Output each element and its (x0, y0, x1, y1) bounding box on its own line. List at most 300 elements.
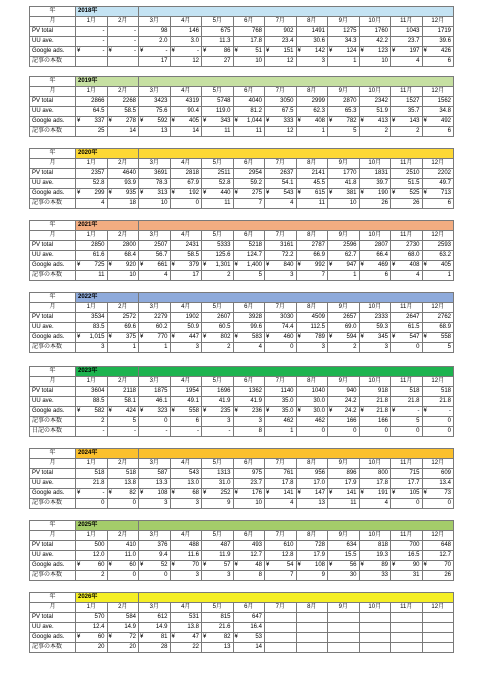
metric-label: Google ads. (30, 47, 76, 57)
month-header-cell: 9月 (328, 459, 360, 469)
value-cell (170, 499, 202, 509)
cell-value: 146 (189, 28, 200, 34)
cell-value: 570 (94, 614, 105, 620)
value-cell (170, 551, 202, 561)
value-cell (328, 633, 360, 643)
cell-value: 13.8 (187, 624, 200, 630)
value-cell (233, 387, 265, 397)
month-header-cell: 1月 (76, 603, 108, 613)
cell-value: 14 (255, 644, 263, 650)
cell-value: 920 (126, 262, 137, 268)
month-header-cell: 11月 (391, 303, 423, 313)
yen-symbol: ¥ (203, 334, 207, 340)
cell-value: 1527 (406, 98, 420, 104)
cell-value: 2596 (343, 242, 357, 248)
value-cell (76, 127, 108, 137)
cell-value: 0 (321, 428, 326, 434)
cell-value: 54 (286, 562, 294, 568)
yen-symbol: ¥ (108, 262, 112, 268)
month-header-cell: 7月 (265, 303, 297, 313)
value-cell (422, 613, 454, 623)
cell-value: 3 (290, 272, 294, 278)
month-header-cell: 8月 (296, 303, 328, 313)
value-cell (328, 313, 360, 323)
cell-value: 125.6 (215, 252, 231, 258)
month-header-cell: 4月 (170, 603, 202, 613)
month-header-cell: 10月 (359, 531, 391, 541)
month-header-cell: 9月 (328, 603, 360, 613)
yen-symbol: ¥ (392, 408, 396, 414)
metric-label: Google ads. (30, 117, 76, 127)
cell-value: 896 (346, 470, 357, 476)
cell-value: 24.2 (344, 398, 357, 404)
value-cell (76, 199, 108, 209)
value-cell (170, 27, 202, 37)
value-cell (359, 323, 391, 333)
cell-value: 2 (227, 272, 231, 278)
cell-value: 587 (157, 470, 168, 476)
month-header-cell: 3月 (139, 603, 171, 613)
cell-value: 12.4 (92, 624, 105, 630)
yen-symbol: ¥ (203, 634, 207, 640)
cell-value: 3 (227, 572, 231, 578)
year-title: 2026年 (76, 593, 139, 603)
value-cell (391, 469, 423, 479)
value-cell (422, 27, 454, 37)
yen-symbol: ¥ (423, 334, 427, 340)
value-cell (107, 427, 139, 437)
month-header-row (30, 231, 454, 241)
value-cell (265, 479, 297, 489)
value-cell (170, 37, 202, 47)
cell-value: 410 (126, 542, 137, 548)
value-cell (422, 271, 454, 281)
cell-value: 4 (384, 500, 389, 506)
month-header-cell: 9月 (328, 377, 360, 387)
month-header-cell: 12月 (422, 303, 454, 313)
value-cell (202, 189, 234, 199)
value-cell (170, 541, 202, 551)
cell-value: 46.1 (155, 398, 168, 404)
cell-value: 4 (416, 272, 420, 278)
cell-value: 2762 (437, 314, 452, 320)
value-cell (296, 479, 328, 489)
yen-symbol: ¥ (329, 408, 333, 414)
value-cell (359, 97, 391, 107)
value-cell (359, 107, 391, 117)
value-cell (359, 241, 391, 251)
cell-value: 6 (195, 418, 200, 424)
value-cell (265, 37, 297, 47)
cell-value: 2 (101, 572, 105, 578)
cell-value: 4 (164, 272, 168, 278)
cell-value: 500 (94, 542, 105, 548)
value-cell (170, 169, 202, 179)
cell-value: 462 (315, 418, 326, 424)
cell-value: 151 (283, 48, 294, 54)
value-cell (265, 469, 297, 479)
cell-value: 543 (189, 470, 200, 476)
cell-value: 408 (315, 118, 326, 124)
cell-value: 14 (129, 128, 137, 134)
value-cell (202, 107, 234, 117)
value-cell (139, 417, 171, 427)
cell-value: 3050 (280, 98, 294, 104)
cell-value: 381 (346, 190, 357, 196)
value-cell (328, 189, 360, 199)
yen-symbol: ¥ (140, 408, 144, 414)
month-header-cell: 8月 (296, 459, 328, 469)
value-cell (139, 169, 171, 179)
cell-value: 3 (227, 418, 231, 424)
value-cell (76, 251, 108, 261)
metric-row (30, 541, 454, 551)
cell-value: 30.0 (313, 398, 326, 404)
yen-symbol: ¥ (140, 562, 144, 568)
value-cell (107, 407, 139, 417)
cell-value: 275 (252, 190, 263, 196)
value-cell (139, 189, 171, 199)
value-cell (391, 179, 423, 189)
value-cell (170, 97, 202, 107)
cell-value: 24.2 (344, 408, 357, 414)
year-table (29, 592, 454, 653)
cell-value: 12 (286, 128, 294, 134)
value-cell (422, 117, 454, 127)
cell-value: 2818 (185, 170, 200, 176)
month-header-cell: 8月 (296, 231, 328, 241)
month-header-cell: 4月 (170, 303, 202, 313)
cell-value: 5 (353, 128, 357, 134)
value-cell (139, 47, 171, 57)
month-header-cell: 10月 (359, 377, 391, 387)
metric-label: PV total (30, 613, 76, 623)
value-cell (139, 397, 171, 407)
cell-value: 60.5 (218, 324, 231, 330)
value-cell (76, 189, 108, 199)
cell-value: 4319 (185, 98, 200, 104)
month-header-cell: 11月 (391, 459, 423, 469)
cell-value: - (165, 428, 168, 434)
month-header-cell: 10月 (359, 17, 391, 27)
cell-value: 60 (97, 634, 105, 640)
value-cell (422, 417, 454, 427)
value-cell (139, 251, 171, 261)
cell-value: 299 (94, 190, 105, 196)
value-cell (359, 261, 391, 271)
metric-row (30, 127, 454, 137)
value-cell (391, 499, 423, 509)
year-label-cell: 年 (30, 221, 76, 231)
value-cell (202, 333, 234, 343)
yen-symbol: ¥ (108, 634, 112, 640)
value-cell (233, 343, 265, 353)
cell-value: 4 (290, 500, 294, 506)
year-header-row (30, 7, 454, 17)
cell-value: 30.0 (313, 408, 326, 414)
cell-value: 992 (315, 262, 326, 268)
value-cell (265, 47, 297, 57)
cell-value: 313 (157, 190, 168, 196)
metric-label: UU ave. (30, 251, 76, 261)
value-cell (170, 251, 202, 261)
cell-value: 2268 (122, 98, 137, 104)
cell-value: 2850 (91, 242, 105, 248)
value-cell (422, 37, 454, 47)
value-cell (265, 427, 297, 437)
value-cell (265, 57, 297, 67)
value-cell (170, 313, 202, 323)
value-cell (107, 323, 139, 333)
metric-row (30, 479, 454, 489)
cell-value: 19.3 (376, 552, 389, 558)
value-cell (296, 397, 328, 407)
cell-value: 89 (381, 562, 389, 568)
year-block (29, 292, 453, 353)
month-header-cell: 2月 (107, 531, 139, 541)
cell-value: 2 (416, 128, 420, 134)
value-cell (422, 397, 454, 407)
cell-value: 39.6 (439, 38, 452, 44)
value-cell (265, 323, 297, 333)
cell-value: 2787 (311, 242, 326, 248)
value-cell (233, 561, 265, 571)
cell-value: 0 (384, 428, 389, 434)
cell-value: 62.7 (344, 252, 357, 258)
metric-row (30, 47, 454, 57)
year-title: 2018年 (76, 7, 139, 17)
cell-value: 11.3 (219, 38, 231, 44)
cell-value: 469 (378, 262, 389, 268)
value-cell (359, 27, 391, 37)
value-cell (76, 47, 108, 57)
cell-value: 0 (195, 200, 200, 206)
cell-value: 7 (258, 200, 263, 206)
cell-value: 86 (223, 48, 231, 54)
month-header-cell: 8月 (296, 377, 328, 387)
value-cell (359, 387, 391, 397)
value-cell (391, 561, 423, 571)
year-table (29, 6, 454, 67)
value-cell (296, 343, 328, 353)
value-cell (233, 27, 265, 37)
month-header-cell: 12月 (422, 17, 454, 27)
cell-value: 17.9 (313, 552, 326, 558)
value-cell (359, 551, 391, 561)
cell-value: 14.9 (155, 624, 168, 630)
cell-value: 818 (378, 542, 389, 548)
cell-value: 647 (252, 614, 263, 620)
value-cell (359, 251, 391, 261)
value-cell (265, 541, 297, 551)
value-cell (265, 343, 297, 353)
value-cell (296, 179, 328, 189)
value-cell (107, 643, 139, 653)
cell-value: 54.1 (281, 180, 294, 186)
value-cell (391, 397, 423, 407)
cell-value: 488 (189, 542, 200, 548)
cell-value: 615 (315, 190, 326, 196)
cell-value: 75.6 (155, 108, 168, 114)
value-cell (359, 189, 391, 199)
value-cell (296, 107, 328, 117)
month-header-cell: 11月 (391, 531, 423, 541)
value-cell (359, 57, 391, 67)
cell-value: 58.5 (187, 252, 200, 258)
cell-value: 166 (346, 418, 357, 424)
month-header-cell: 10月 (359, 303, 391, 313)
value-cell (265, 407, 297, 417)
cell-value: 11.9 (219, 552, 231, 558)
value-cell (391, 107, 423, 117)
yen-symbol: ¥ (203, 118, 207, 124)
metric-label: UU ave. (30, 37, 76, 47)
metric-label: PV total (30, 541, 76, 551)
value-cell (107, 571, 139, 581)
cell-value: 16.4 (250, 624, 263, 630)
value-cell (202, 541, 234, 551)
cell-value: 3 (164, 500, 168, 506)
yen-symbol: ¥ (171, 634, 175, 640)
month-header-cell: 10月 (359, 231, 391, 241)
yen-symbol: ¥ (360, 562, 364, 568)
value-cell (170, 189, 202, 199)
metric-label: 日記の本数 (30, 427, 76, 437)
value-cell (107, 261, 139, 271)
value-cell (391, 117, 423, 127)
month-header-cell: 1月 (76, 531, 108, 541)
cell-value: 345 (378, 334, 389, 340)
yen-symbol: ¥ (140, 262, 144, 268)
cell-value: 1491 (311, 28, 326, 34)
value-cell (233, 37, 265, 47)
yen-symbol: ¥ (203, 262, 207, 268)
value-cell (107, 613, 139, 623)
month-header-cell: 8月 (296, 17, 328, 27)
cell-value: 333 (283, 118, 294, 124)
yen-symbol: ¥ (203, 190, 207, 196)
value-cell (76, 633, 108, 643)
value-cell (233, 107, 265, 117)
cell-value: 31.0 (218, 480, 231, 486)
yen-symbol: ¥ (108, 190, 112, 196)
cell-value: 2 (101, 418, 105, 424)
yen-symbol: ¥ (234, 262, 238, 268)
cell-value: 5 (132, 418, 137, 424)
cell-value: 2118 (123, 388, 137, 394)
value-cell (296, 571, 328, 581)
value-cell (139, 623, 171, 633)
value-cell (76, 333, 108, 343)
month-header-cell: 12月 (422, 459, 454, 469)
cell-value: 65.3 (344, 108, 357, 114)
value-cell (233, 241, 265, 251)
value-cell (359, 407, 391, 417)
metric-label: Google ads. (30, 189, 76, 199)
month-header-cell: 3月 (139, 87, 171, 97)
value-cell (391, 343, 423, 353)
cell-value: 16.5 (407, 552, 420, 558)
cell-value: 11 (224, 128, 231, 134)
value-cell (328, 427, 360, 437)
value-cell (422, 47, 454, 57)
cell-value: 592 (157, 118, 168, 124)
metric-row (30, 387, 454, 397)
cell-value: 49.7 (439, 180, 452, 186)
value-cell (391, 323, 423, 333)
value-cell (265, 623, 297, 633)
value-cell (202, 37, 234, 47)
yen-symbol: ¥ (234, 634, 238, 640)
year-title: 2020年 (76, 149, 139, 159)
yen-symbol: ¥ (392, 262, 396, 268)
year-block (29, 520, 453, 581)
cell-value: 1362 (248, 388, 263, 394)
cell-value: 610 (283, 542, 294, 548)
cell-value: 35.0 (281, 398, 294, 404)
yen-symbol: ¥ (140, 634, 144, 640)
year-table (29, 148, 454, 209)
value-cell (202, 261, 234, 271)
value-cell (265, 189, 297, 199)
cell-value: 2507 (154, 242, 168, 248)
cell-value: 82 (223, 634, 231, 640)
value-cell (107, 97, 139, 107)
value-cell (139, 179, 171, 189)
value-cell (202, 427, 234, 437)
value-cell (359, 37, 391, 47)
cell-value: 59.3 (376, 324, 389, 330)
value-cell (422, 541, 454, 551)
value-cell (328, 499, 360, 509)
value-cell (391, 551, 423, 561)
value-cell (391, 169, 423, 179)
year-block (29, 592, 453, 653)
month-header-cell: 7月 (265, 17, 297, 27)
yen-symbol: ¥ (297, 408, 301, 414)
value-cell (107, 343, 139, 353)
yen-symbol: ¥ (140, 118, 144, 124)
value-cell (76, 107, 108, 117)
yen-symbol: ¥ (329, 262, 333, 268)
yen-symbol: ¥ (234, 118, 238, 124)
yen-symbol: ¥ (171, 48, 175, 54)
yen-symbol: ¥ (392, 118, 396, 124)
value-cell (76, 613, 108, 623)
month-header-row (30, 303, 454, 313)
value-cell (233, 179, 265, 189)
yen-symbol: ¥ (171, 118, 175, 124)
month-header-cell: 8月 (296, 603, 328, 613)
value-cell (391, 333, 423, 343)
yen-symbol: ¥ (297, 118, 301, 124)
cell-value: 11 (255, 128, 263, 134)
month-header-cell: 5月 (202, 603, 234, 613)
cell-value: - (102, 490, 105, 496)
yen-symbol: ¥ (360, 408, 364, 414)
year-title: 2025年 (76, 521, 139, 531)
yen-symbol: ¥ (108, 118, 112, 124)
value-cell (296, 469, 328, 479)
cell-value: 493 (252, 542, 263, 548)
cell-value: 119.0 (215, 108, 231, 114)
cell-value: 57 (223, 562, 231, 568)
value-cell (296, 27, 328, 37)
value-cell (422, 169, 454, 179)
value-cell (265, 251, 297, 261)
metric-label: UU ave. (30, 623, 76, 633)
value-cell (170, 407, 202, 417)
